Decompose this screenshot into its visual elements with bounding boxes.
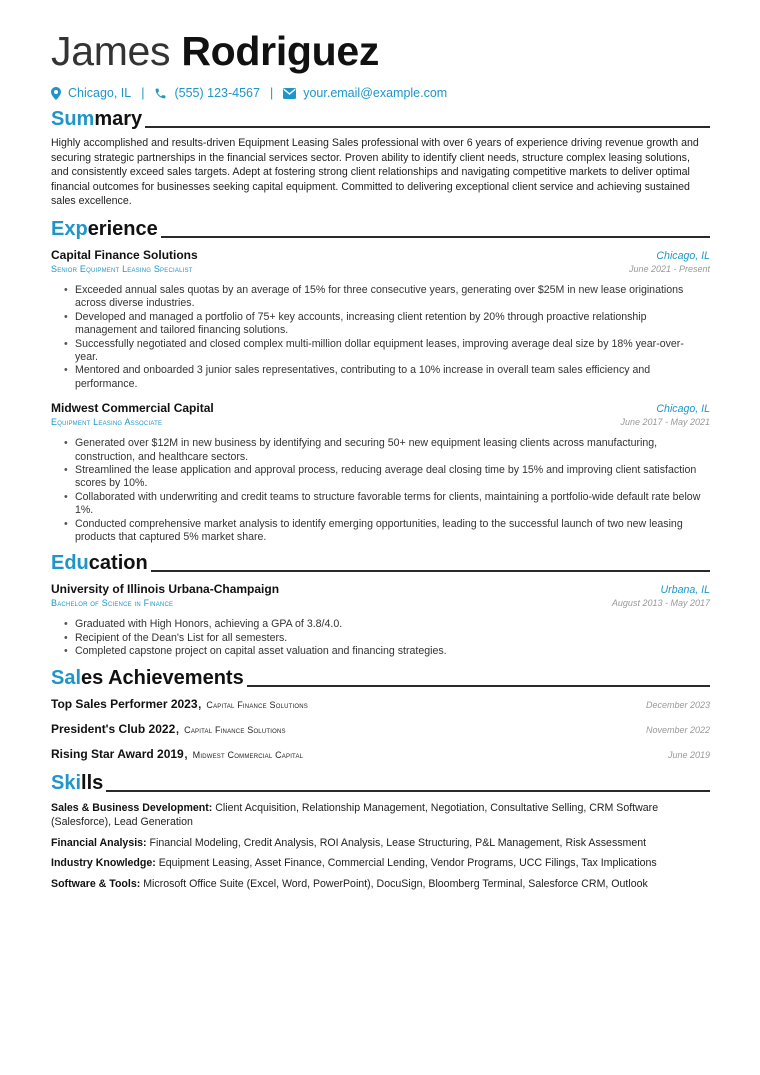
job-bullets	[51, 284, 710, 391]
company-name: Midwest Commercial Capital	[51, 401, 214, 416]
experience-entry	[51, 248, 710, 391]
skill-row	[51, 801, 710, 830]
award-name: Top Sales Performer 2023	[51, 696, 198, 711]
contact-separator: |	[141, 86, 145, 100]
email-link[interactable]: your.email@example.com	[303, 86, 448, 100]
award-date: December 2023	[645, 699, 710, 710]
job-bullets	[51, 437, 710, 544]
section-rule	[106, 790, 710, 792]
section-rule	[145, 126, 710, 128]
school-location: Urbana, IL	[660, 584, 710, 597]
award-date: November 2022	[645, 724, 710, 735]
skill-value: Financial Modeling, Credit Analysis, ROI Analysis, Lease Structuring, P&L Management, Risk Assessment	[149, 836, 647, 849]
award-name: Rising Star Award 2019	[51, 746, 184, 761]
job-title: Equipment Leasing Associate	[51, 417, 163, 428]
list-item: • Generated over $12M in new business by identifying and securing 50+ new equipment leasing clients across manufacturing, construction, and healthcare sectors.	[75, 437, 710, 464]
section-rule	[161, 236, 710, 238]
skill-row	[51, 856, 710, 871]
candidate-name	[51, 28, 710, 74]
company-name: Capital Finance Solutions	[51, 247, 198, 262]
skill-label: Software & Tools:	[51, 878, 141, 891]
experience-entry	[51, 401, 710, 544]
achievements-heading: Sales Achievements	[51, 667, 710, 689]
first-name: James	[51, 28, 171, 74]
list-item: • Conducted comprehensive market analysis to identify emerging opportunities, leading to the successful launch of two new leasing products that captured 5% market share.	[75, 518, 710, 545]
achievement-item: Top Sales Performer 2023, Capital Finance Solutions December 2023	[51, 694, 710, 712]
last-name: Rodriguez	[181, 28, 380, 74]
achievements-list	[51, 695, 710, 770]
award-org: Capital Finance Solutions	[206, 699, 308, 710]
skill-label: Sales & Business Development:	[51, 801, 213, 814]
degree: Bachelor of Science in Finance	[51, 598, 174, 609]
job-location: Chicago, IL	[656, 403, 710, 416]
skills-heading: Skills	[51, 772, 710, 794]
job-title: Senior Equipment Leasing Specialist	[51, 263, 193, 274]
contact-location	[51, 86, 131, 100]
skill-row	[51, 877, 710, 892]
list-item: • Collaborated with underwriting and credit teams to structure favorable terms for clients, maintaining a portfolio-wide default rate below 1%.	[75, 491, 710, 518]
phone-icon	[154, 87, 167, 100]
skill-label: Industry Knowledge:	[51, 857, 156, 870]
experience-heading: Experience	[51, 218, 710, 240]
contact-separator: |	[269, 86, 274, 100]
contact-email[interactable]	[283, 86, 447, 100]
skill-value: Microsoft Office Suite (Excel, Word, PowerPoint), DocuSign, Bloomberg Terminal, Salesforce CRM, Outlook	[143, 878, 648, 891]
education-bullets	[51, 618, 710, 658]
job-location: Chicago, IL	[656, 249, 710, 262]
award-name: President's Club 2022	[51, 721, 176, 736]
skill-row	[51, 836, 710, 851]
summary-heading: Summary	[51, 108, 710, 130]
job-dates: June 2021 - Present	[628, 263, 710, 274]
award-date: June 2019	[667, 749, 710, 760]
skill-value: Equipment Leasing, Asset Finance, Commercial Lending, Vendor Programs, UCC Filings, Tax Implications	[158, 857, 657, 870]
skill-label: Financial Analysis:	[51, 836, 147, 849]
location-text: Chicago, IL	[68, 86, 132, 100]
skill-value: Client Acquisition, Relationship Management, Negotiation, Consultative Selling, CRM Software (Salesforce), Lead Generation	[51, 801, 659, 829]
list-item: • Completed capstone project on capital asset valuation and financing strategies.	[75, 645, 710, 658]
envelope-icon	[283, 88, 296, 99]
achievement-item: Rising Star Award 2019, Midwest Commercial Capital June 2019	[51, 744, 710, 762]
school-name: University of Illinois Urbana-Champaign	[51, 582, 280, 597]
phone-text: (555) 123-4567	[174, 86, 260, 100]
summary-text: Highly accomplished and results-driven Equipment Leasing Sales professional with over 6 years of experience driving revenue growth and securing strategic partnerships in the financial services sector. Proven ability to identify client needs, structure complex leasing solutions, and consistently exceed sales targets. Adept at fostering strong client relationships and navigating competitive markets to deliver optimal financial outcomes for businesses seeking capital equipment. Committed to delivering exceptional client service and achieving sustained sales excellence.	[51, 137, 699, 208]
resume-page	[51, 28, 710, 892]
list-item: • Successfully negotiated and closed complex multi-million dollar equipment leases, improving average deal size by 18% year-over-year.	[75, 338, 710, 365]
award-org: Midwest Commercial Capital	[192, 749, 304, 760]
map-marker-icon	[51, 87, 61, 100]
list-item: • Graduated with High Honors, achieving a GPA of 3.8/4.0.	[75, 618, 710, 631]
education-heading: Education	[51, 552, 710, 574]
education-entry	[51, 582, 710, 658]
contact-phone[interactable]	[154, 86, 259, 100]
list-item: • Streamlined the lease application and approval process, reducing average deal closing time by 15% and improving client satisfaction scores by 10%.	[75, 464, 710, 491]
education-dates: August 2013 - May 2017	[611, 598, 710, 609]
list-item: • Mentored and onboarded 3 junior sales representatives, contributing to a 10% increase in overall team sales efficiency and performance.	[75, 364, 710, 391]
achievement-item: President's Club 2022, Capital Finance Solutions November 2022	[51, 719, 710, 737]
list-item: • Exceeded annual sales quotas by an average of 15% for three consecutive years, generating over $25M in new lease originations across diverse industries.	[75, 284, 710, 311]
list-item: • Recipient of the Dean's List for all semesters.	[75, 632, 710, 645]
award-org: Capital Finance Solutions	[184, 724, 286, 735]
contact-line	[51, 84, 710, 102]
section-rule	[247, 685, 710, 687]
job-dates: June 2017 - May 2021	[620, 417, 710, 428]
section-rule	[151, 570, 710, 572]
list-item: • Developed and managed a portfolio of 75+ key accounts, increasing client retention by 20% through proactive relationship management and tailored financing solutions.	[75, 311, 710, 338]
